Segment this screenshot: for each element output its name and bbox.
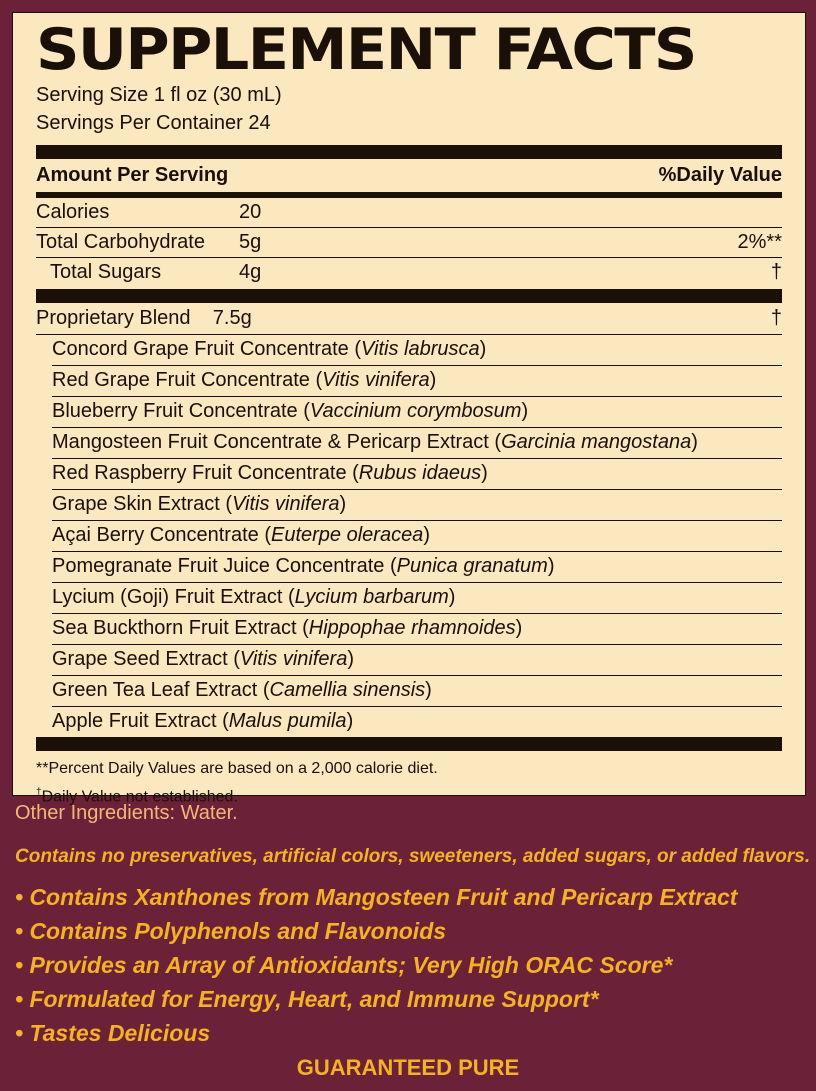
nutrient-row <box>36 258 782 287</box>
ingredient-name: Sea Buckthorn Fruit Extract <box>52 617 297 639</box>
nutrient-name: Total Sugars <box>50 261 162 283</box>
claims-list <box>15 880 737 1050</box>
ingredient-row: Pomegranate Fruit Juice Concentrate (Punica granatum) <box>52 552 782 583</box>
blend-amount: 7.5g <box>212 307 252 329</box>
ingredient-latin-name: Euterpe oleracea <box>270 524 424 546</box>
ingredient-name: Green Tea Leaf Extract <box>52 679 258 701</box>
ingredient-latin-name: Vitis vinifera <box>232 493 340 515</box>
nutrient-amount: 4g <box>239 261 262 283</box>
ingredient-latin-name: Vitis vinifera <box>322 369 430 391</box>
proprietary-blend-row <box>36 303 782 335</box>
ingredient-row: Mangosteen Fruit Concentrate & Pericarp Extract (Garcinia mangostana) <box>52 428 782 459</box>
ingredient-row: Red Grape Fruit Concentrate (Vitis vinifera) <box>52 366 782 397</box>
ingredient-name: Blueberry Fruit Concentrate <box>52 400 298 422</box>
claim-item: • Tastes Delicious <box>15 1020 211 1046</box>
claim-item: • Formulated for Energy, Heart, and Immune Support* <box>15 986 599 1012</box>
ingredient-latin-name: Garcinia mangostana <box>501 431 692 453</box>
ingredient-row: Blueberry Fruit Concentrate (Vaccinium corymbosum) <box>52 397 782 428</box>
ingredient-row: Red Raspberry Fruit Concentrate (Rubus idaeus) <box>52 459 782 490</box>
servings-per-container: Servings Per Container 24 <box>36 112 271 134</box>
amount-header-row <box>36 159 782 192</box>
nutrient-row <box>36 228 782 258</box>
ingredient-name: Grape Skin Extract <box>52 493 220 515</box>
thick-divider <box>36 289 782 303</box>
ingredient-name: Apple Fruit Extract <box>52 710 217 732</box>
ingredient-row: Açai Berry Concentrate (Euterpe oleracea) <box>52 521 782 552</box>
ingredient-row: Grape Skin Extract (Vitis vinifera) <box>52 490 782 521</box>
ingredient-row: Grape Seed Extract (Vitis vinifera) <box>52 645 782 676</box>
ingredient-name: Grape Seed Extract <box>52 648 228 670</box>
nutrient-name: Total Carbohydrate <box>36 231 205 253</box>
ingredient-row: Sea Buckthorn Fruit Extract (Hippophae rhamnoides) <box>52 614 782 645</box>
guaranteed-pure: GUARANTEED PURE <box>296 1055 520 1080</box>
ingredient-latin-name: Camellia sinensis <box>269 679 426 701</box>
ingredient-row: Green Tea Leaf Extract (Camellia sinensis) <box>52 676 782 707</box>
contains-no-statement: Contains no preservatives, artificial colors, sweeteners, added sugars, or added flavors. <box>15 846 811 867</box>
panel-title: SUPPLEMENT FACTS <box>36 17 696 83</box>
nutrient-dv: 2%** <box>737 231 782 253</box>
nutrient-dv: † <box>770 261 782 283</box>
ingredient-name: Concord Grape Fruit Concentrate <box>52 338 349 360</box>
other-ingredients: Other Ingredients: Water. <box>15 802 238 824</box>
ingredient-name: Mangosteen Fruit Concentrate & Pericarp Extract <box>52 431 489 453</box>
ingredient-latin-name: Punica granatum <box>396 555 548 577</box>
nutrient-row <box>36 198 782 228</box>
ingredient-name: Red Grape Fruit Concentrate <box>52 369 310 391</box>
ingredient-latin-name: Lycium barbarum <box>294 586 449 608</box>
serving-size: Serving Size 1 fl oz (30 mL) <box>36 84 282 106</box>
ingredient-latin-name: Hippophae rhamnoides <box>308 617 516 639</box>
blend-name: Proprietary Blend <box>36 307 191 329</box>
dagger-footnote-text: Daily Value not established. <box>41 788 238 806</box>
ingredient-latin-name: Vaccinium corymbosum <box>309 400 522 422</box>
blend-dv: † <box>770 307 782 329</box>
percent-footnote: **Percent Daily Values are based on a 2,000 calorie diet. <box>36 760 438 777</box>
ingredient-row: Apple Fruit Extract (Malus pumila) <box>52 710 354 732</box>
claim-item: • Contains Xanthones from Mangosteen Fruit and Pericarp Extract <box>15 884 738 910</box>
ingredient-row: Concord Grape Fruit Concentrate (Vitis labrusca) <box>52 335 782 366</box>
thick-divider <box>36 145 782 159</box>
ingredient-latin-name: Vitis labrusca <box>361 338 480 360</box>
claim-item: • Provides an Array of Antioxidants; Very High ORAC Score* <box>15 952 673 978</box>
ingredient-latin-name: Rubus idaeus <box>358 462 482 484</box>
claim-item: • Contains Polyphenols and Flavonoids <box>15 918 447 944</box>
daily-value-label: %Daily Value <box>658 164 782 186</box>
dagger-mark: † <box>36 787 42 798</box>
ingredient-row: Lycium (Goji) Fruit Extract (Lycium barbarum) <box>52 583 782 614</box>
ingredient-name: Red Raspberry Fruit Concentrate <box>52 462 347 484</box>
amount-per-serving-label: Amount Per Serving <box>36 164 229 186</box>
nutrient-amount: 20 <box>239 201 262 223</box>
ingredient-latin-name: Vitis vinifera <box>239 648 348 670</box>
thick-divider <box>36 737 782 751</box>
nutrient-name: Calories <box>36 201 110 223</box>
supplement-facts-panel <box>12 12 806 806</box>
nutrient-amount: 5g <box>239 231 262 253</box>
ingredient-name: Açai Berry Concentrate <box>52 524 259 546</box>
ingredient-name: Lycium (Goji) Fruit Extract <box>52 586 283 608</box>
ingredient-list <box>36 335 782 737</box>
ingredient-name: Pomegranate Fruit Juice Concentrate <box>52 555 385 577</box>
ingredient-latin-name: Malus pumila <box>228 710 347 732</box>
